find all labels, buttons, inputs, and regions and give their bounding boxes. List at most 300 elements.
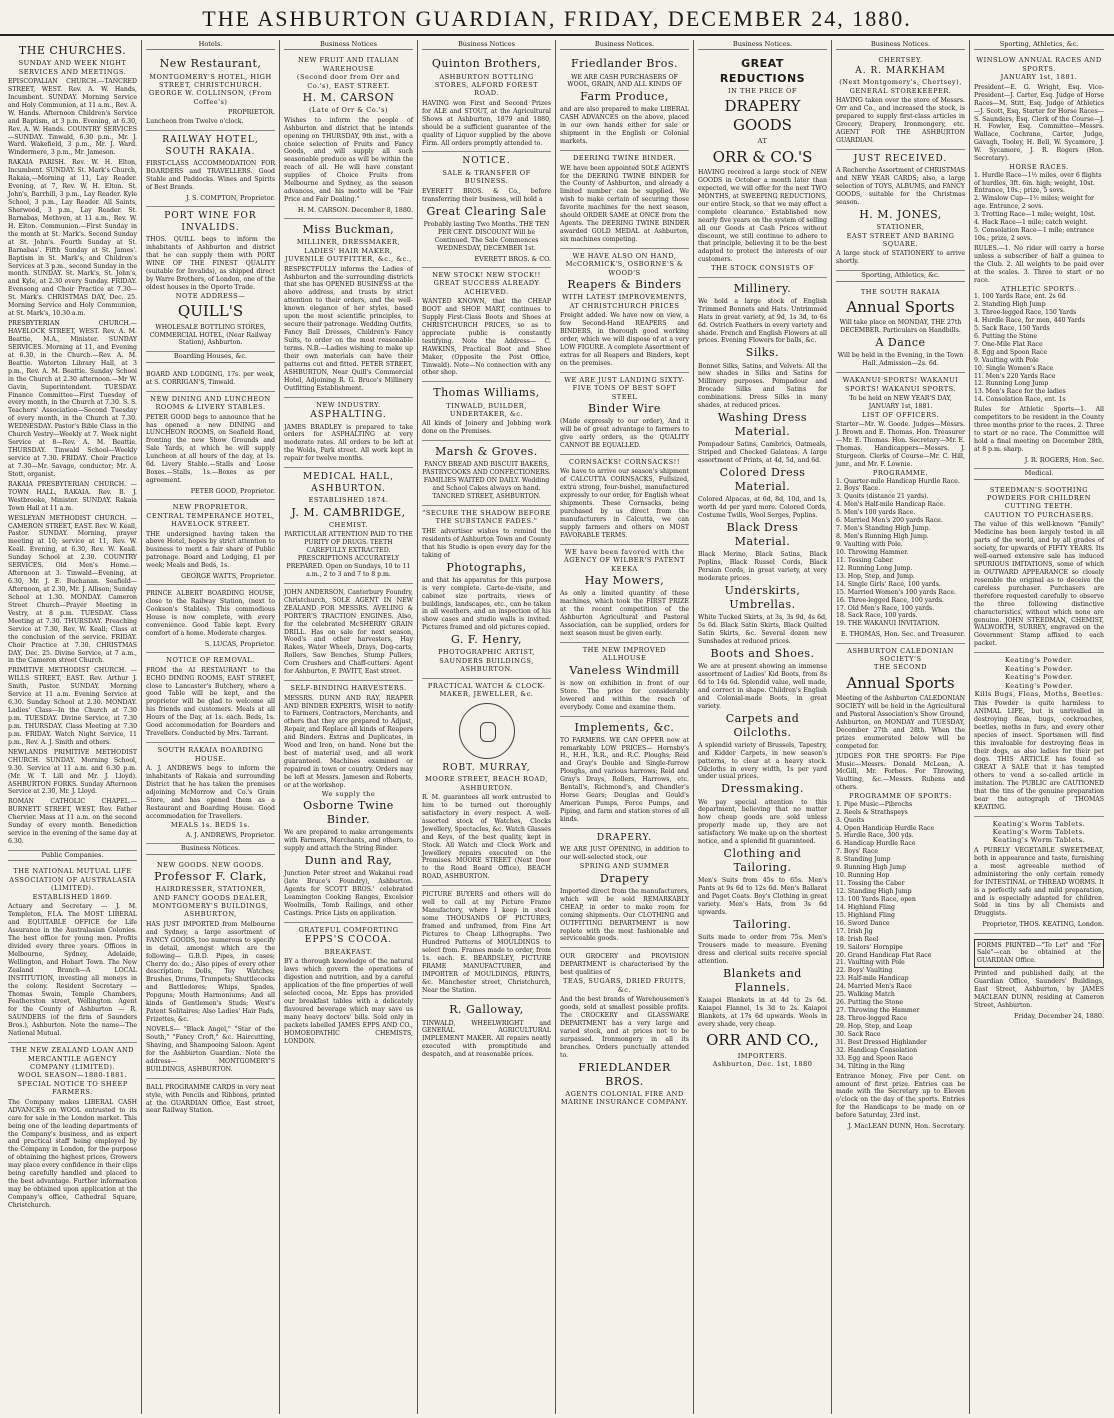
ad-title: GRATEFUL COMFORTING [298,925,399,934]
ad-body: PRINCE ALBERT BOARDING HOUSE, close to the Railway Station, (next to Cookson's Stables). This commodious House is now complete, with every convenience. Good Table kept. Every comfort of a home. Moderate charges. [146,590,275,638]
ad-subtitle: THE STOCK CONSISTS OF [711,264,814,273]
ad-name: QUILL'S [177,302,244,321]
ad-name: Drapery [599,871,650,885]
ad-subtitle: TEAS, SUGARS, DRIED FRUITS, &c. [562,977,687,994]
advertisement [146,366,275,392]
ad-name: Farm Produce, [580,90,669,104]
ad-subtitle: ESTABLISHED 1869. [32,892,113,901]
advertisement [284,468,413,584]
ad-title: MEDICAL HALL, ASHBURTON. [303,472,394,494]
ad-name: DRAPERY GOODS [724,97,801,135]
ad-body: NOVELS— "Black Angel," "Star of the South," "Fancy Croft," &c. Haircutting, Shaving, and Shampooing Saloon. Agent for the Ashburton Guardian. Note the address— MONTGOMERY'S BUILDINGS, ASHBURTON. [146,1026,275,1073]
section-header: Sporting, Athletics, &c. [836,271,965,281]
ad-subtitle: CHEMIST. [328,520,368,529]
advertisement [974,653,1104,816]
ad-body: FROM the AI RESTAURANT to the ECHO DINING ROOMS, EAST STREET, close to Lancaster's Butchery, where a good Table will be kept, and the proprietor will be glad to welcome all his friends and customers. Meals at all Hours of the Day, at 1s. each. Beds, 1s. Good accommodation for Boarders and Travellers. Conducted by Mrs. Tarrant. [146,666,275,738]
ad-title: ASHBURTON CALEDONIAN SOCIETY'S [847,646,954,663]
ad-title: Thomas Williams, [433,386,540,400]
section-title: THE CHURCHES. [18,44,127,57]
ad-date: Ashburton, Dec. 1st, 1880 [712,1060,813,1069]
ad-body: We hold a large stock of English Trimmed Bonnets and Hats. Untrimmed Hats in great variety, at 9d, 1s 3d, to 6s 6d. Ostrich Feathers in every variety and shade. French and English Flowers at all prices. Evening Flowers for balls, &c. [698,297,827,345]
ad-body: A splendid variety of Brussels, Tapestry, and Kidder Carpets, in new season's patterns, to clear at a heavy stock. Oilcloths in every width, 1s per yard under usual prices. [698,741,827,781]
ad-body: PARTICULAR ATTENTION PAID TO THE PURITY OF DRUGS. TEETH CAREFULLY EXTRACTED. PRESCRIPTIONS ACCURATELY PREPARED. Open on Sundays, 10 to 11 a.m., 2 to 3 and 7 to 8 p.m. [284,531,413,578]
ad-title: WINSLOW ANNUAL RACES AND SPORTS. [976,56,1102,73]
ad-subtitle: AGENTS COLONIAL FIRE AND MARINE INSURANCE COMPANY. [560,1089,689,1107]
ad-body: Bonnet Silks, Satins, and Velvets. All the new shades in Silks and Satins for Millinery purposes. Pompadour and Brocade Silks and Satins for combinations. Dress Silks in many shades, at reduced prices. [698,362,827,410]
advertisement [422,152,551,267]
column-5 [556,40,694,1414]
advertisement [698,53,827,277]
ad-title: Friedlander Bros. [570,57,679,71]
section-header: Business Notices. [698,40,827,50]
ad-body: TINWALD, WHEELWRIGHT and GENERAL AGRICULTURAL IMPLEMENT MAKER. All repairs neatly executed with promptitude and despatch, and at reasonable prices. [422,1019,551,1059]
section-header: Business Notices [422,40,551,50]
ad-body: and that his apparatus for this purpose is very complete. Carte-de-visite, and cabinet size portraits, views of buildings, landscapes, etc., can be taken in all weathers, and an inspection of his show cases and studio walls is invited. Pictures framed and old pictures copied. [422,576,551,632]
advertisement [560,948,689,1110]
ad-title: PORT WINE FOR INVALIDS. [164,211,257,233]
ad-heading: Carpets and Oilcloths. [725,711,800,739]
ad-name: H. M. JONES, [859,208,942,222]
ad-body: A. J. ANDREWS begs to inform the inhabitants of Rakaia and surrounding District that he has taken the premises adjoining McMorrow and Co.'s Grain Store, and has opened them as a Restaurant and Boarding House. Good accommodation for Travellers. [146,764,275,820]
advertisement [146,392,275,501]
ad-name: Binder Wire [588,402,661,416]
newspaper-title: THE ASHBURTON GUARDIAN, FRIDAY, DECEMBER 24, 1880. [202,6,912,31]
ad-title: NEW PROPRIETOR. [172,503,249,512]
ad-heading: Silks. [745,346,780,360]
ad-body: WE ARE CASH PURCHASERS OF WOOL, GRAIN, AND ALL KINDS OF [567,73,682,89]
ad-body: Men's Suits from 45s to 65s. Men's Pants at 9s 6d to 12s 6d. Men's Ballarat and Paget Coats. Boy's Clothing in great variety. Men's Hats, from 3s 6d upwards. [698,877,827,917]
column-4 [418,40,556,1414]
ad-title: THE SOUTH RAKAIA [860,287,941,296]
ad-body: The value of this well-known "Family" Medicine has been largely tested in all parts of the world, and by all grades of society, for upwards of FIFTY YEARS. Its well-earned extensive sale has induced SPURIOUS IMITATIONS, some of which in OUTWARD APPEARANCE so closely resemble the original as to deceive the careless purchaser. Purchasers are therefore requested carefully to observe the three following distinctive characteristics, without which none are genuine. JOHN STEEDMAN, CHEMIST, WALWORTH, SURREY, engraved on the Government Stamp affixed to each packet. [974,521,1104,648]
ad-body: Colored Alpacas, at 6d, 8d, 10d, and 1s, worth 4d per yard more. Colored Cords, Costume Twills, Wool Serges, Poplins. [698,496,827,520]
ad-body: Junction Peter street and Wakanui road (late Bruce's Foundry), Ashburton. Agents for SCOTT BROS.' celebrated Leamington Cooking Ranges, Excelsior Woolmills, Tomb Railings, and other Castings. Price Lists on application. [284,870,413,918]
advertisement [146,743,275,844]
ad-subtitle: (Second door from Orr and Co.'s), EAST STREET. [296,73,401,90]
ad-body: We pay special attention to this department, believing that no matter how cheap goods are sold unless properly made up, they are not satisfactory. We make up on the shortest notice, and a splendid fit guaranteed. [698,798,827,846]
ad-heading: Keating's Powder. [1004,656,1074,665]
ad-heading: Clothing and Tailoring. [723,847,802,875]
ad-heading: Keating's Worm Tablets. [992,819,1086,828]
church-listing: ROMAN CATHOLIC CHAPEL.—BURNETT STREET, WEST. Rev. Father Chervier. Mass at 11 a.m. on the second Sunday of every month. Benediction service in the evening of the same day at 6.30. [8,798,137,846]
ad-subtitle: AT [757,137,768,146]
column-3 [280,40,418,1414]
church-listing: NEWLANDS PRIMITIVE METHODIST CHURCH. SUNDAY. Morning School, 9.30. Service at 11 a.m. and 6.30 p.m. (Mr. W. T. Lill and Mr. J. Lloyd). ASHBURTON FORKS. Sunday Afternoon Service at 2.30, Mr. J. Lloyd. [8,748,137,796]
ad-address: PHOTOGRAPHIC ARTIST, SAUNDERS BUILDINGS, ASHBURTON. [438,648,535,674]
advertisement [422,441,551,506]
ad-subtitle: MILLINER, DRESSMAKER, LADIES' HAIR MAKER, JUVENILE OUTFITTER, &c., &c., [285,238,412,264]
advertisement [836,150,965,271]
ad-body: WANTED KNOWN, that the CHEAP BOOT and SHOE MART, continues to Supply First-Class Boots and Shoes at CHRISTCHURCH PRICES, so as to appreciate public is constantly testifying. Note the Address— C. HAWKINS, Practical Boot and Shoe Maker, (Opposite the Post Office, Tinwald). Note—No connection with any other shop. [422,298,551,377]
ad-title: Professor F. Clark, [154,870,267,884]
advertisement [422,268,551,383]
section-header: Boarding Houses, &c. [146,352,275,362]
ad-body: A large stock of STATIONERY to arrive shortly. [836,250,965,266]
advertisement [560,151,689,249]
section-header: Business Notices. [836,40,965,50]
ad-body: We have to arrive our season's shipment of CALCUTTA CORNSACKS, Fullsized, extra strong, four-bushel, manufactured expressly to our order, for English wheat shipments. These Cornsacks, being purchased by us direct from the manufacturers in Calcutta, we can supply farmers and others on MOST FAVORABLE TERMS. [560,468,689,539]
ad-signature: PROPRIETOR. [228,108,275,117]
ad-title: NEW INDUSTRY. [316,400,381,409]
ad-title: WE ARE JUST LANDING SIXTY-FIVE TONS OF BEST SOFT STEEL [564,375,685,401]
ad-title: CORNSACKS! CORNSACKS!! [569,457,680,466]
ad-body: Meeting of the Ashburton CALEDONIAN SOCIETY will be held in the Agricultural and Pastoral Association's Show Ground, Ashburton, on MONDAY and TUESDAY, December 27th and 28th. When the prizes enumerated below will be competed for. [836,695,965,750]
ad-subtitle: THE SECOND [874,663,927,672]
ad-title: RAILWAY HOTEL, SOUTH RAKAIA. [162,135,259,157]
advertisement [836,644,965,1135]
ad-title: SOUTH RAKAIA BOARDING HOUSE. [157,746,264,763]
ad-name: ORR AND CO., [706,1030,819,1049]
ad-heading: Keating's Powder. [1004,664,1074,673]
ad-signature: Proprietor, THOS. KEATING, London. [982,920,1104,929]
ad-body: We are prepared to make arrangements with Farmers, Merchants, and others, to supply and attach the String Binder. [284,829,413,853]
ad-body: Kaiapoi Blankets in at 4d to 2s 6d. Kaiapoi Flannel, 1s 3d to 2s. Kaiapoi Blankets, at 17s 6d upwards. Wools in every shade, very cheap. [698,996,827,1028]
ad-body: is now on exhibition in front of our Store. The price for considerably lowered and within the reach of everybody. Come and examine them. [560,679,689,711]
ad-body: RESPECTFULLY informs the Ladies of Ashburton and the surrounding districts that she has OPENED BUSINESS at the above address, and trusts by strict attention to their orders, and the well-known elegance of her styles, based upon the most scientific principles, to secure their patronage. Wedding Outfits, Fancy Ball Dresses, Children's Fancy Suits, to order on the most reasonable terms. N.B.—Ladies wishing to make up their own materials can have their patterns cut and fitted. PETER STREET, ASHBURTON, Near Quill's Commercial Hotel, Adjoining R. G. Bruce's Millinery Outfitting Establishment. [284,265,413,392]
section-header: Business Notices. [146,844,275,854]
ad-signature: H. M. CARSON. December 8, 1880. [297,206,413,215]
ad-name: Osborne Twine Binder. [303,799,394,827]
ad-heading: Dressmaking. [721,782,804,796]
ad-body: A PURELY VEGETABLE SWEETMEAT, both in appearance and taste, furnishing a most agreeable method of administering the only certain remedy for INTESTINAL or THREAD WORMS. It is a perfectly safe and mild preparation, and is especially adapted for children. Sold in tins by all Chemists and Druggists. [974,846,1104,918]
section-header: Business Notices. [560,40,689,50]
ad-body: Starter—Mr. W. Goode. Judges—Messrs. J. Brown and E. Thomas. Hon. Treasurer—Mr. E. Thomas. Hon. Secretary—Mr. E. Thomas. Handicappers—Messrs. J. Sturgeon. Clerks of Course—Mr. C. Hill, junr., and Mr. F. Lownie. [836,421,965,469]
ad-title: PRACTICAL WATCH & CLOCK-MAKER, JEWELLER, &c. [427,681,546,699]
ad-signature: GEORGE WATTS, Proprietor. [181,572,275,581]
ad-subtitle: BREAKFAST. [324,947,373,956]
programme-list: 1. Pipe Music—Pibrochs 2. Reels & Strathspeys 3. Quoits 4. Open Handicap Hurdle Race 5. Hurdle Race, 300 yds. 6. Handicap Hurdle Race 7. Boys' Race 8. Standing Jump 9. Running High Jump 10. Running Hop 11. Tossing the Caber 12. Standing High Jump 13. 100 Yards Race, open 14. Highland Fling 15. Highland Fling 16. Sword Dance 17. Irish Jig 18. Irish Reel 19. Sailors' Hornpipe 20. Grand Handicap Flat Race 21. Vaulting with Pole 22. Boys' Vaulting 23. Half-mile Handicap 24. Married Men's Race 25. Walking Match 26. Putting the Stone 27. Throwing the Hammer 28. Three-legged Race 29. Hop, Step, and Leap 30. Sack Race 31. Best Dressed Highlander 32. Handicap Consolation 33. Egg and Spoon Race 34. Tilting in the Ring [836,800,935,1070]
ad-signature: J. S. COMPTON, Proprietor. [185,194,275,203]
ad-note: NOTE ADDRESS— [175,291,246,300]
advertisement [8,864,137,1043]
ad-subtitle: STATIONER, [876,223,925,232]
ad-body: THOS. QUILL begs to inform the inhabitants of Ashburton and district that he can supply them with PORT WINE OF THE FINEST QUALITY (suitable for Invalids), as shipped direct by Warre Brothers, of London, one of the oldest houses in the Oporto Trade. [146,236,275,292]
section-header: Business Notices [284,40,413,50]
ad-title: Marsh & Groves. [435,445,538,459]
ad-body: BOARD AND LODGING, 17s. per week, at S. CORRIGAN'S, Tinwald. [146,370,275,386]
ad-body: FANCY BREAD AND BISCUIT BAKERS, PASTRYCOOKS AND CONFECTIONERS. FAMILIES WAITED ON DAILY. Wedding and School Cakes always on hand. TANCRED STREET, ASHBURTON. [422,461,551,501]
ad-body: Black Merino, Black Satins, Black Poplins, Black Russel Cords, Black Persian Cords, in great variety, at very moderate prices. [698,551,827,583]
advertisement [146,53,275,131]
ad-name: ROBT. MURRAY, [442,762,531,773]
advertisement [284,681,413,923]
ad-subtitle: PROGRAMME OF SPORTS: [849,792,952,801]
imprint: Printed and published daily, at the Guardian Office, Saunders' Buildings, East Street, Ashburton, by JAMES MACLEAN DUNN, residing at Cameron Street, Ashburton. [974,970,1104,1010]
page-columns [4,40,1110,1414]
ad-subtitle: MOORE STREET, BEACH ROAD, ASHBURTON. [425,775,548,792]
column-2 [142,40,280,1414]
ad-name: Photographs, [446,560,527,574]
ad-title: New Restaurant, [159,57,262,71]
ad-title: NEW STOCK! NEW STOCK!! [432,270,541,279]
ad-name: Hay Mowers, [584,574,665,588]
ad-title: WAKANUI SPORTS! WAKANUI SPORTS! WAKANUI SPORTS. [842,376,959,393]
ad-title: NOTICE OF REMOVAL. [166,656,255,665]
advertisement [284,584,413,681]
advertisement [974,817,1104,934]
ad-body: MESSRS. DUNN AND RAY, REAPER AND BINDER EXPERTS, WISH to notify to Farmers, Contractors, Merchants, and others that they are prepared to Adjust, Repair, and Replace all kinds of Reapers and Binders. Extras and Duplicates, in Wood and Iron, on hand. None but the best of material used, and all work guaranteed. Machines examined or repaired in town or country. Orders may be left at Messrs. Jameson and Roberts, or at the workshop. [284,694,413,789]
section-header: Public Companies. [8,851,137,861]
advertisement [284,53,413,219]
ad-heading: Black Dress Material. [726,521,799,549]
ad-title: JUST RECEIVED. [853,153,948,164]
ad-subtitle: ASPHALTING. [310,410,387,421]
section-header: Sporting, Athletics, &c. [974,40,1104,50]
ad-body: Will take place on MONDAY, THE 27th DECEMBER. Particulars on Handbills. [839,319,962,335]
advertisement [422,679,551,887]
ad-title: STEEDMAN'S SOOTHING POWDERS FOR CHILDREN CUTTING TEETH. [987,485,1091,511]
ad-body: and are also prepared to make LIBERAL CASH ADVANCES on the above, placed in our own hands either for sale or shipment in the English or Colonial markets. [560,106,689,146]
ad-subtitle: (Next Montgomery's, Chertsey), GENERAL STOREKEEPER. [839,78,962,95]
imprint-date: Friday, December 24, 1880. [1013,1012,1104,1020]
ad-heading: Keating's Worm Tablets. [992,836,1086,845]
ad-body: BY a thorough knowledge of the natural laws which govern the operations of digestion and nutrition, and by a careful application of the fine properties of well selected cocoa, Mr. Epps has provided our breakfast tables with a delicately flavoured beverage which may save us many heavy doctors' bills. Sold only in packets labelled JAMES EPPS AND CO., HOMOEOPATHIC CHEMISTS, LONDON. [284,958,413,1045]
ad-body: PETER GOOD begs to announce that he has opened a new DINING and LUNCHEON ROOMS, on Seafield Road, fronting the new Show Grounds and Sale Yards, at which he will supply Luncheon at all hours of the day, at 1s. 6d. Livery Stable.—Stalls and Loose Boxes.—Stalls, 1s.—Boxes as per agreement. [146,413,275,485]
ad-body: HAVING received a large stock of NEW GOODS in October a month later than expected, we will offer for the next TWO MONTHS, at SWEEPING REDUCTIONS, our entire Stock, so that we may effect a complete clearance. Established now nearly five years on the system of selling all our Goods at Cash Prices without discount, we still continue to adhere to that principle, believing it to be the best adapted to protect the interests of our customers. [698,169,827,264]
ad-body: Pompadour Satins, Cambrics, Oatmeals, Striped and Checked Galateas. A large assortment of Prints, at 4d, 5d, and 6d. [698,441,827,465]
ad-title: "SECURE THE SHADOW BEFORE THE SUBSTANCE FADES." [422,509,551,526]
advertisement [974,53,1104,469]
ad-subtitle: WOOL SEASON—1880-1881. [17,1071,128,1080]
advertisement [146,131,275,207]
ad-subtitle: Kills Bugs, Fleas, Moths, Beetles. [974,690,1104,698]
ad-name: Annual Sports [846,673,955,692]
advertisement [974,483,1104,654]
ad-address: EAST STREET AND BARING SQUARE. [846,231,955,249]
ad-title: THE NATIONAL MUTUAL LIFE ASSOCIATION OF AUSTRALASIA (LIMITED). [9,867,136,893]
ad-body: Wishes to inform the people of Ashburton and district that he intends opening on THURSDAY, 9th inst., with a choice selection of Fruits and Fancy Goods, and will supply all such seasonable produce as will be within the reach of all. He will have constant supplies of Choice Fruits from Melbourne and Sydney, as the season advances, and his motto will be "Fair Price and Fair Dealing." [284,116,413,204]
ad-body: Actuary and Secretary — J. M. Templeton, F.I.A. The MOST LIBERAL and EQUITABLE OFFICE for Life Assurance in the Australasian Colonies. The best office for young men. Profits divided every three years. Offices in Melbourne, Sydney, Adelaide, Wellington, and Hobart Town. The New Zealand Branch—A LOCAL INSTITUTION, investing all moneys in the colony. Resident Secretary — Thomas Swain, Temple Chambers, Featherston street, Wellington. Agent for the County of Ashburton — R. SAUNDERS (of the firm of Saunders Bros.), Ashburton. Note the name—The National Mutual. [8,903,137,1038]
ad-body: And the best brands of Warehousemen's goods, sold at smallest possible profits. The CROCKERY and GLASSWARE DEPARTMENT has a very large and varied stock, and at prices not to be surpassed. Ironmongery in all its branches. Orders punctually attended to. [560,996,689,1059]
ad-subtitle: ATHLETIC SPORTS. [1001,284,1077,293]
advertisement [422,382,551,441]
ad-body: As only a limited quantity of these machines, which took the FIRST PRIZE at the recent competition of the Ashburton Agricultural and Pastoral Association, can be supplied, orders for next season must be given early. [560,590,689,637]
ad-name: ORR & CO.'S [712,147,813,166]
ad-body: RULES.—1. No rider will carry a horse unless a subscriber of half a guinea to the Club. 2. All weights to be paid over at the scales. 3. Three to start or no race. [974,245,1104,284]
advertisement [422,506,551,679]
church-listing: PRESBYTERIAN CHURCH.—HAVELOCK STREET, WEST. Rev. A. M. Beattie, M.A., Minister. SUNDAY SERVICES. Morning at 11, and Evening at 6.30, in the Church.—Rev. A. M. Beattie. Waterton Library Hall, at 3 p.m., Rev. A. M. Beattie. Sunday School in the Church at 2.30 afternoon.—Mr W. Gavin, Superintendent. TUESDAY. Finance Committee—First Tuesday of every month, in the Church at 7.30. S. S. Teachers' Association—Second Tuesday of every month, in the Church at 7.30. WEDNESDAY. Pastor's Bible Class in the Church Vestry—Weekly at 7. Week night Service at 8—Rev. A. M. Beattie. THURSDAY. Tinwald School—Weekly service at 7.30. FRIDAY. Choir Practice at 7.30—Mr. Savage, conductor; Mr. A. Stott, organist. [8,320,137,478]
ad-heading: Colored Dress Material. [719,466,806,494]
ad-subtitle: MONTGOMERY'S HOTEL, HIGH STREET, CHRISTCHURCH. [149,72,272,89]
ad-body: Luncheon from Twelve o'clock. [146,118,244,126]
ad-subtitle: IMPORTERS. [737,1051,788,1060]
church-listing: EPISCOPALIAN CHURCH.—TANCRED STREET, WEST. Rev. A. W. Hands, Incumbent. SUNDAY. Morning Service and Holy Communion, at 11 a.m., Rev. A. W. Hands. Afternoon Children's Service and Baptism, at 3 p.m. Evening, at 6.30, Rev. A. W. Hands. COUNTRY SERVICES—SUNDAY. Tinwald, 6.30 p.m., Mr. J. Ward. Wakefield, 3 p.m., Mr. J. Ward. Windermere, 3 p.m., Mr. Jameson. [8,77,137,157]
advertisement [560,717,689,829]
ad-title: NOTICE. [462,156,511,167]
ad-subtitle: CENTRAL TEMPERANCE HOTEL, HAVELOCK STREET. [146,511,275,529]
church-listing: RAKAIA PRESBYTERIAN CHURCH. —TOWN HALL, RAKAIA. Rev. B. J. Westbrooke, Minister. SUNDAY. Rakaia Town Hall at 11 a.m. [8,480,137,512]
race-list: 1. Hurdle Race—1½ miles, over 6 flights of hurdles, 3ft. 6in. high; weight, 10st. Entrance, 10s.; prize, 5 sovs. 2. Winslow Cup—1½ miles; weight for age. Entrance, 2 sovs. 3. Trotting Race—1 mile; weight, 10st. 4. Hack Race—1 mile; catch weight. 5. Consolation Race—1 mile; entrance 10s.; prize, 2 sovs. [974,171,1102,243]
section-subtitle: SUNDAY AND WEEK NIGHT SERVICES AND MEETINGS. [18,59,127,76]
ad-name: J. M. CAMBRIDGE, [291,505,406,519]
ad-title: CHERTSEY. [878,56,923,65]
ad-subtitle: HAIRDRESSER, STATIONER, AND FANCY GOODS DEALER, MONTGOMERY'S BUILDINGS, ASHBURTON, [152,885,269,919]
ad-prices: MEALS 1s. BEDS 1s. [170,820,251,829]
ad-name: Vaneless Windmill [569,663,680,677]
column-1 [4,40,142,1414]
ad-subtitle: ASHBURTON BOTTLING STORES, ALFORD FOREST ROAD. [434,72,539,98]
ad-subtitle: LIST OF OFFICERS. [862,411,939,419]
ad-body: Imported direct from the manufacturers, which will be sold REMARKABLY CHEAP, in order to make room for coming shipments. Our CLOTHING and OUTFITTING DEPARTMENT is now replete with the most fashionable and serviceable goods. [560,887,689,943]
section-header: Medical. [974,469,1104,479]
ad-title: NEW DINING AND LUNCHEON ROOMS & LIVERY STABLES. [150,394,271,412]
advertisement [284,398,413,469]
ad-title: GREAT REDUCTIONS [719,57,806,85]
ad-signature: S. LUCAS, Proprietor. [204,640,275,649]
ad-subtitle: HORSE RACES. [1009,163,1069,172]
advertisement [560,455,689,545]
church-listing: RAKAIA PARISH. Rev. W. H. Elton, Incumbent. SUNDAY. St. Mark's Church, Rakaia,—Morning at 11, Lay Reader. Evening, at 7, Rev. W. H. Elton. St. John's, Barrhill, 3 p.m., Lay Reader. Kyle School, 3 p.m., Lay Reader. All Saints, Sherwood, 3 p.m., Lay Reader. St. Barnabas, Methven, at 11 a.m., Rev. W. H. Elton. Communion.—First Sunday in the month at St. Mark's. Second Sunday at St. John's. Fourth Sunday at St. Barnabas'. Fifth Sunday at St. James'. Baptism in St. Mark's, and Children's Services at 3 p.m., second Sunday in the month. SUNDAY. St. Mark's, St. John's, and Kyle, at 2.30 every Sunday. FRIDAY. Evensong and Choir Practice at 7.30—St. Mark's. CHRISTMAS DAY, Dec. 25. Morning Service and Holy Communion, at St. Mark's, 10.30 a.m. [8,159,137,318]
ad-body: BALL PROGRAMME CARDS in very neat style, with Pencils and Ribbons, printed at the GUARDIAN Office, East street, near Railway Station. [146,1083,275,1115]
ad-heading: Blankets and Flannels. [723,966,802,994]
ad-body: EVERETT BROS. & Co., before transferring their business, will hold a [422,187,551,203]
pocket-watch-icon [459,703,515,759]
ad-headline: NEW GOODS. NEW GOODS. [157,860,264,869]
advertisement [560,829,689,948]
ad-subtitle: (Late of Orr & Co.'s) [308,106,389,115]
advertisement [422,53,551,152]
ad-title: THE NEW ZEALAND LOAN AND MERCANTILE AGENCY COMPANY (LIMITED). [10,1046,135,1072]
ad-body: Freight added. We have now on view, a few Second-Hand REAPERS and BINDERS, in thorough good working order, which we will dispose of at a very LOW FIGURE. A complete Assortment of extras for all Reapers and Binders, kept on the premises. [560,312,689,367]
ad-name: Reapers & Binders [567,278,682,292]
ad-body: FORMS PRINTED—"To Let" and "For Sale"—can be obtained at the GUARDIAN Office. [974,939,1104,969]
ad-name: Dunn and Ray, [304,854,393,868]
advertisement [974,934,1104,1025]
ad-signature: J. R. ROGERS, Hon. Sec. [1024,455,1104,464]
ad-name: A Dance [875,336,926,350]
ad-body: WE ARE JUST OPENING, in addition to our well-selected stock, our [560,846,689,862]
advertisement [836,285,965,373]
ad-title: DEERING TWINE BINDER. [573,154,676,163]
ad-body: HAVING taken over the store of Messrs. Orr and Co., and increased the stock, is prepared to supply first-class articles in Grocery, Drapery, Ironmongery, etc. AGENT FOR THE ASHBURTON GUARDIAN. [836,97,965,144]
advertisement [560,249,689,373]
advertisement [284,219,413,397]
ad-heading: Boots and Shoes. [710,646,815,660]
advertisement [560,643,689,717]
ad-body: PICTURE BUYERS and others will do well to call at my Picture Frame Manufactory, where I keep in stock some THOUSANDS OF PICTURES, framed and unframed, from Fine Art Pictures to Cheap Lithographs. Two Hundred Patterns of MOULDINGS to select from. Frames made to order, from 1s. each. E. BEARDSLEY, PICTURE FRAME MANUFACTURER, and IMPORTER of MOULDINGS, PRINTS, &c. Manchester street, Christchurch, Near the Station. [422,891,551,994]
ad-body: JAMES BRADLEY is prepared to take orders for ASPHALTING at very moderate rates. All orders to be left at the Wolds, Park street. All work kept in repair for twelve months. [284,423,413,463]
ad-body: WE have been appointed SOLE AGENTS for the DEERING TWINE BINDER for the County of Ashburton, and already a limited number can be supplied. We wish to make certain of securing those favorite machines for the next season, should ORDER SAME at ONCE from the Agents. The DEERING TWINE BINDER awarded GOLD MEDAL at Ashburton, six machines competing. [560,164,689,244]
ad-heading: Washing Dress Material. [717,411,808,439]
ad-subtitle: GREAT SUCCESS ALREADY ACHIEVED. [433,279,540,296]
ad-note: We supply the [321,789,376,798]
ad-body: A Recherche Assortment of CHRISTMAS and NEW YEAR CARDS; also, a large selection of TOYS, ALBUMS, and FANCY GOODS, suitable for the Christmas season. [836,167,965,207]
advertisement [560,373,689,455]
ad-body: Rules for Athletic Sports—1. All competitors to be resident in the County three months prior to the races. 2. Three to start or no race. The Committee will hold a final meeting on December 28th, at 8 p.m. sharp. [974,406,1104,453]
ad-heading: Keating's Powder. [1004,681,1074,690]
ad-body: TO FARMERS. WE CAN OFFER now at remarkably LOW PRICES— Hornsby's H., H.H., R.R., and R.C. Ploughs; Reid and Gray's Double and Single-furrow Ploughs, and various harrows; Reid and Gray's Drays, Rollers, Harrows, etc. Bentall's, Richmond's, and Chandler's Horse Gears; Douglas and Gould's American Pumps, Force Pumps, and Piping, and farm and station stores of all kinds. [560,736,689,823]
advertisement [146,653,275,743]
ad-body: THE undersigned having taken the above Hotel, hopes by strict attention to business to merit a fair share of Public patronage. Board and Lodging, £1 per week; Meals and Beds, 1s. [146,530,275,570]
ad-title: THE NEW IMPROVED ALLHOUSE [582,645,667,663]
ad-body: HAVING won First and Second Prizes for ALE and STOUT, at the Agricultural Shows at Ashburton, 1879 and 1880, should be a sufficient guarantee of the quality of Liquor supplied by the above Firm. All orders promptly attended to. [422,99,551,147]
ad-body: FIRST-CLASS ACCOMMODATION FOR BOARDERS and TRAVELLERS. Good Stable and Paddocks. Wines and Spirits of Best Brands. [146,160,275,192]
ad-heading: Keating's Worm Tablets. [992,828,1086,836]
ad-body: Probably lasting Two Months. THE TEN PER CENT. DISCOUNT Will be Continued. The Sale Commences WEDNESDAY, DECEMBER 1st. [423,220,550,252]
column-8 [970,40,1108,1414]
ad-signature: A. J. ANDREWS, Proprietor. [185,830,275,839]
ad-name: A. R. MARKHAM [855,65,946,76]
ad-title: Quinton Brothers, [431,57,542,71]
advertisement-section [698,278,827,1073]
programme-list: 1. Quarter-mile Handicap Hurdle Race. 2. Boys' Race. 3. Quoits (distance 21 yards). 4. Men's Half-mile Handicap Race. 5. Men's 100 yards Race. 6. Married Men's 200 yards Race. 7. Men's Standing High Jump. 8. Men's Running High Jump. 9. Vaulting with Pole. 10. Throwing Hammer. 11. Tossing Caber. 12. Running Long Jump. 13. Hop, Step, and Jump. 14. Single Girls' Race, 100 yards. 15. Married Women's 100 yards Race. 16. Three-legged Race, 100 yards. 17. Old Men's Race, 100 yards. 18. Sack Race, 100 yards. 19. THE WAKANUI INVITATION. [836,477,960,628]
ad-title: Implements, &c. [574,720,675,734]
advertisement [146,500,275,585]
ad-name: FRIEDLANDER BROS. [578,1060,671,1088]
ad-body: Entrance Money, Five per Cent. on amount of first prize. Entries can be made with the Secretary up to Eleven o'clock on the day of the sports. Entries for the Handicaps to be made on or before Saturday, 23rd inst. [836,1072,965,1120]
church-listing: PRIMITIVE METHODIST CHURCH. —WILLS STREET, EAST. Rev. Arthur J. Smith, Pastor. SUNDAY. Morning Service at 11 a.m. Evening Service at 6.30. Sunday School at 2.30. MONDAY. Ladies' Class—In the Church at 7.30 p.m. TUESDAY. Divine Service, at 7.30 p.m. THURSDAY. Class Meeting at 7.30 p.m. FRIDAY. Watch Night Service, 11 p.m., Rev. A. J. Smith and others. [8,667,137,746]
ad-heading: Tailoring. [733,917,792,931]
ad-body: The Company makes LIBERAL CASH ADVANCES on WOOL entrusted to its care for sale in the London market. This being one of the leading departments of the Company's business, and as expert and practical staff being employed by the Company in London, for the purpose of obtaining the highest prices, Growers may place every confidence in their clips being carefully handled and placed to the best advantage. Further information may be obtained upon application at the Company's office, Cathedral Square, Christchurch. [8,1098,137,1209]
ad-date: JANUARY 1st, 1881. [1000,73,1078,82]
ad-heading: Millinery. [733,281,792,295]
section-header: Hotels. [146,40,275,50]
advertisement [836,373,965,643]
ad-name: H. M. CARSON [302,91,395,105]
masthead [0,0,1114,36]
ad-body: White Tucked Skirts, at 3s, 3s 9d, 4s 6d, 5s 6d. Black Satin Skirts, Black Quilted Satin Skirts, &c. Several dozen new Sunshades at reduced prices. [698,614,827,645]
ad-subtitle: PROGRAMME. [872,469,929,478]
race-list: 1. 100 Yards Race, ent. 2s 6d 2. Standing High Jump 3. Three-legged Race, 150 Yards 4. Hurdle Race, for men, 440 Yards 5. Sack Race, 150 Yards 6. Putting the Stone 7. One-Mile Flat Race 8. Egg and Spoon Race 9. Vaulting with Pole 10. Single Women's Race 11. Men's 220 Yards Race 12. Running Long Jump 13. Men's Race for the ladies 14. Consolation Race, ent. 1s [974,293,1085,404]
ad-signature: J. MacLEAN DUNN, Hon. Secretary. [848,1122,965,1131]
ad-body: (Made expressly to our order), And it will be of great advantage to farmers to give early orders, as the QUALITY CANNOT BE EQUALLED. [560,418,689,449]
ad-subtitle: ESTABLISHED 1874. [308,496,389,505]
ad-body: Suits made to order from 75s. Men's Trousers made to measure. Evening dress and clerical suits receive special attention. [698,934,827,965]
ad-signature: EVERETT BROS. & CO. [474,254,551,263]
ad-title: R. Galloway, [449,1003,524,1017]
advertisement [422,886,551,999]
ad-name: Annual Sports [846,298,955,317]
ad-title: Miss Buckman, [302,223,395,237]
ad-subtitle: SPECIAL NOTICE TO SHEEP FARMERS. [17,1079,128,1097]
ad-body: JOHN ANDERSON, Canterbury Foundry, Christchurch, SOLE AGENT IN NEW ZEALAND FOR MESSRS. AVELING & PORTER'S TRACTION ENGINES. Also, for the celebrated McSHERRY GRAIN DRILL. Has on sale for next season, Wood's and other harvesters, Hay Rakes, Water Wheels, Drays, Dog-carts, Rollers, Saw Benches, Stump Pullers, Corn Crushers and Chaff-cutters. Agent for Ashburton, F. PAVITT, East street. [284,588,413,676]
advertisement [8,1043,137,1214]
advertisement [146,585,275,653]
ad-title: WE HAVE ALSO ON HAND, McCORMICK'S, OSBORNE'S & WOOD'S [565,251,684,277]
ad-title: NEW FRUIT AND ITALIAN WAREHOUSE [298,56,399,73]
ad-signature: PETER GOOD, Proprietor. [190,487,275,496]
church-listing: WESLEYAN METHODIST CHURCH. —CAMERON STREET, EAST. Rev. W. Keall, Pastor. SUNDAY. Morning, prayer meeting at 10; service at 11, Rev. W. Keall. Evening, at 6.30, Rev. W. Keall. Sunday School at 2.30. COUNTRY SERVICES. Old Men's Home.—Afternoon at 3. Tinwald—Evening, at 6.30, Mr. J. E. Buchanan. Seafield—Afternoon, at 2.30, Mr. J. Allison; Sunday School at 1.30. MONDAY. Cameron Street Church—Prayer Meeting in Vestry, at 8 p.m. TUESDAY. Class Meeting at 7.30. THURSDAY. Preaching Service at 7.30, Rev. W. Keall; Class at the conclusion of the service. FRIDAY. Choir Practice at 7.30. CHRISTMAS DAY, Dec. 25. Divine Service, at 7 a.m., in the Cameron street Church. [8,514,137,665]
ad-body: This Powder is quite harmless to ANIMAL LIFE, but is unrivalled in destroying fleas, bugs, cockroaches, beetles, moths in furs, and every other species of insect. Sportsmen will find this invaluable for destroying fleas in their dogs, as also ladies for their pet dogs. THIS ARTICLE has found so GREAT A SALE that it has tempted others to vend a so-called article in imitation. The PUBLIC are CAUTIONED that the tins of the genuine preparation bear the autograph of THOMAS KEATING. [974,700,1104,811]
ad-body: To be held on NEW YEAR'S DAY, JANUARY 1st, 1881. [849,395,952,411]
ad-body: All kinds of Joinery and Jobbing work done on the Premises. [422,420,551,436]
ad-signature: E. THOMAS, Hon. Sec. and Treasurer. [840,630,965,639]
ad-subtitle: WITH LATEST IMPROVEMENTS, AT CHRISTCHURCH PRICES [562,293,687,310]
ad-body: President—E. G. Wright, Esq. Vice-President—J. Carter, Esq. Judge of Horse Races—M. Stitt, Esq. Judge of Athletics—J. Scott, Esq. Starter for Horse Races—S. Saunders, Esq. Clerk of the Course—J. H. Fowler, Esq. Committee—Messrs. Wallace, Cochrane, Carter, Judge, Gavagh, Tooley, H. Bell, W. Sycamore, J. W. Sycamore, J. R. Rogers (Hon. Secretary). [974,83,1104,163]
advertisement [560,545,689,643]
ad-body: HAS JUST IMPORTED from Melbourne and Sydney, a large assortment of FANCY GOODS, too numerous to specify in detail, amongst which are the following— G.B.D. Pipes, in cases; Cherry do. do.; Also pipes of every other description; Dolls, Toy Watches; Brushes, Drums, Trumpets; Shuttlecocks and Battledores; Whips, Spades, Popguns; Mouth Harmoniums; And all kinds of Gentlemen's Studs; West's Patent Solitaires; Also Ladies' Hair Pads, Frizettes, &c. [146,920,275,1024]
ad-body: R. M. guarantees all work entrusted to him to be turned out thoroughly satisfactory in every respect. A well-assorted stock of Watches, Clocks Jewellery, Spectacles, &c. Watch Glasses and Keys, of the best quality, kept in Stock. All Watch and Clock Work and Jewellery repairs executed on the Premises. MOORE STREET (Next Door to the Road Board Office), BEACH ROAD, ASHBURTON. [422,793,551,881]
ad-title: SELF-BINDING HARVESTERS. [290,684,407,693]
ad-heading: Keating's Powder. [1004,673,1074,682]
advertisement [146,1079,275,1120]
advertisement [284,923,413,1050]
ad-body: We are at present showing an immense assortment of Ladies' Kid Boots, from 8s 6d to 14s 6d. Splendid value, well made, and correct in shape. Children's English and Colonial-made Boots, in great variety. [698,662,827,710]
ad-address: WHOLESALE BOTTLING STORES, COMMERCIAL HOTEL, (Near Railway Station), Ashburton. [149,323,272,347]
ad-body: Will be held in the Evening, in the Town Hall. Admission—2s. 6d. [837,352,964,368]
advertisement [146,207,275,352]
ad-subtitle: TINWALD, BUILDER, UNDERTAKER, &c. [446,401,527,418]
ad-name: Great Clearing Sale [426,204,547,218]
ad-heading: Underskirts, Umbrellas. [724,583,801,612]
churches-section [8,40,137,851]
ad-title: WE have been favored with the AGENCY OF WILBER'S PATENT KEEKA [563,547,686,573]
ad-subtitle: SPRING AND SUMMER [579,862,670,871]
ad-signature: G. F. Henry, [451,633,522,647]
advertisement [146,858,275,1079]
ad-subtitle: CAUTION TO PURCHASERS. [984,510,1094,519]
ad-body: JUDGES FOR THE SPORTS: For Pipe Music—Messrs. Donald McLean, A. McGill, Mr. Forbes. For Throwing, Vaulting, &c.—Messrs. Rubens and others. [836,752,965,792]
